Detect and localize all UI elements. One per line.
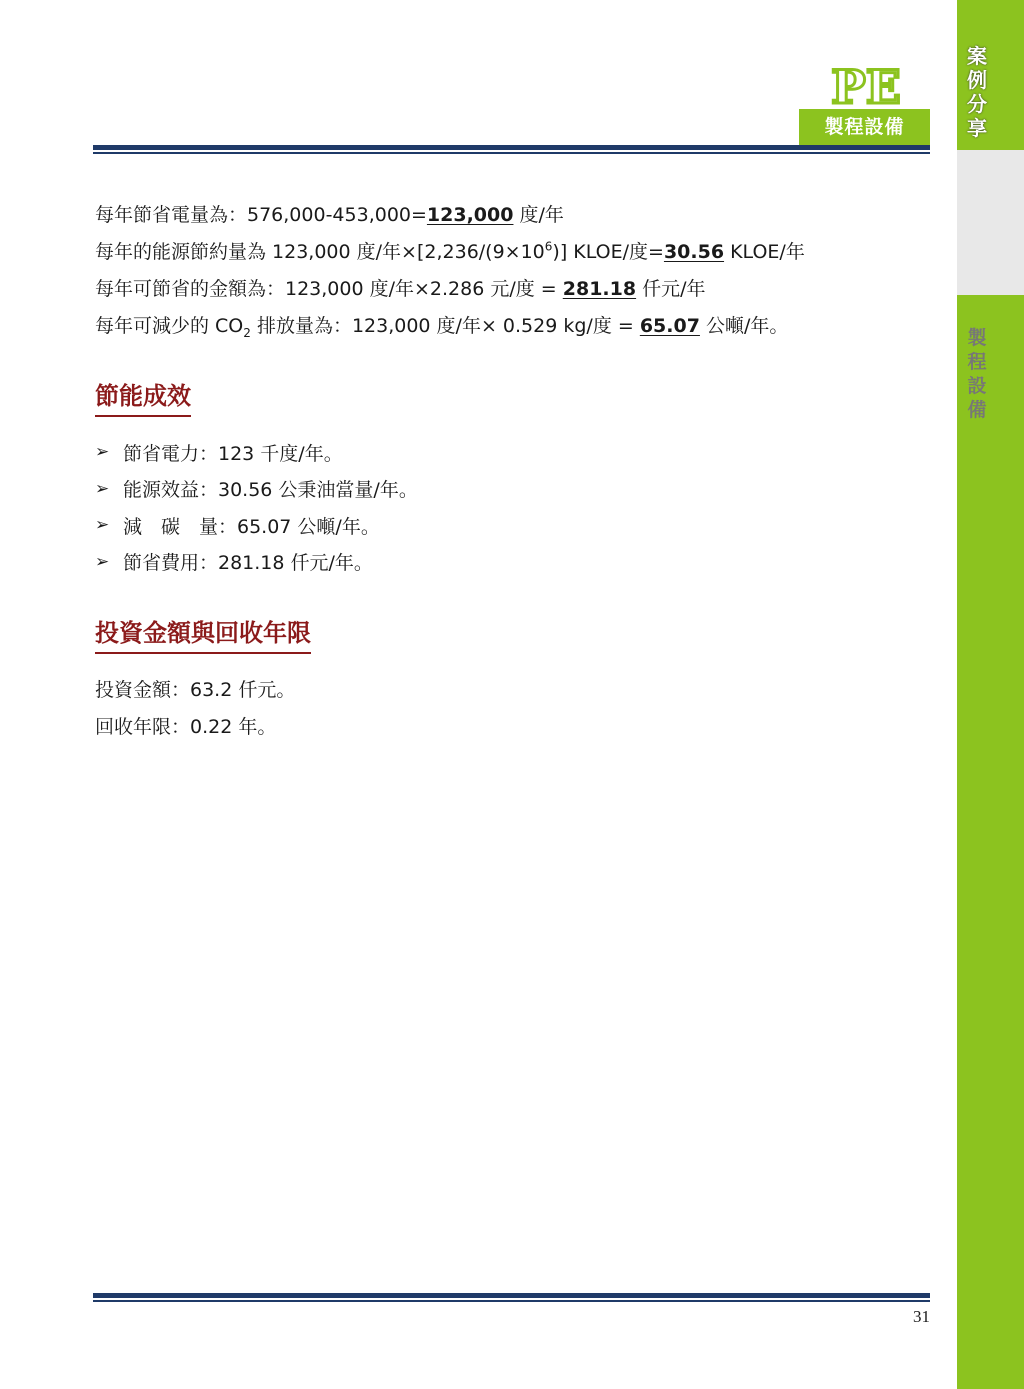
pe-logo-text: PE — [831, 65, 901, 109]
section-badge: 製程設備 — [799, 109, 930, 145]
calculation-block — [95, 197, 935, 345]
calc-line-energy: 每年的能源節約量為 123,000 度/年$\times[2,236/(9\times 10^6)]$ KLOE/度=30.56 KLOE/年 — [95, 239, 805, 263]
list-item: ➢ 減 碳 量：65.07 公噸/年。 — [95, 515, 380, 538]
highlight-value: 30.56 — [663, 241, 725, 263]
list-item: ➢ 能源效益：30.56 公秉油當量/年。 — [95, 478, 418, 502]
highlight-value: 65.07 — [639, 315, 700, 337]
arrow-bullet-icon: ➢ — [95, 551, 110, 572]
header-rule — [93, 145, 930, 154]
side-tab-current-label: 製 程 設 備 — [967, 327, 987, 421]
pe-logo — [812, 65, 920, 109]
list-item: ➢ 節省費用：281.18 仟元/年。 — [95, 551, 373, 575]
list-item: ➢ 節省電力：123 千度/年。 — [95, 442, 343, 465]
side-tab-case-sharing — [957, 0, 1024, 150]
footer-rule — [93, 1293, 930, 1302]
side-tab-active-label: 案 例 分 享 — [967, 44, 987, 140]
arrow-bullet-icon: ➢ — [95, 442, 110, 463]
page-number: 31 — [913, 1307, 930, 1326]
highlight-value: 281.18 — [562, 278, 637, 300]
investment-amount: 投資金額：63.2 仟元。 — [95, 679, 296, 701]
section-title-investment: 投資金額與回收年限 — [95, 617, 311, 654]
highlight-value: 123,000 — [426, 204, 514, 226]
arrow-bullet-icon: ➢ — [95, 515, 110, 536]
section-title-savings: 節能成效 — [95, 380, 191, 417]
payback-period: 回收年限：0.22 年。 — [95, 716, 277, 738]
side-tab-process-equipment — [957, 150, 1024, 421]
side-tab — [957, 0, 1024, 1389]
calc-line-cost: 每年可節省的金額為：123,000 度/年×2.286 元/度 = 281.18 仟元/年 — [95, 278, 706, 300]
savings-list — [95, 434, 418, 580]
investment-block — [95, 672, 295, 746]
arrow-bullet-icon: ➢ — [95, 478, 110, 499]
calc-line-electricity: 每年節省電量為：576,000-453,000=123,000 度/年 — [95, 204, 564, 226]
calc-line-co2: 每年可減少的 $CO_2$ 排放量為：123,000 度/年× 0.529 kg/度 = 65.07 公噸/年。 — [95, 315, 789, 340]
